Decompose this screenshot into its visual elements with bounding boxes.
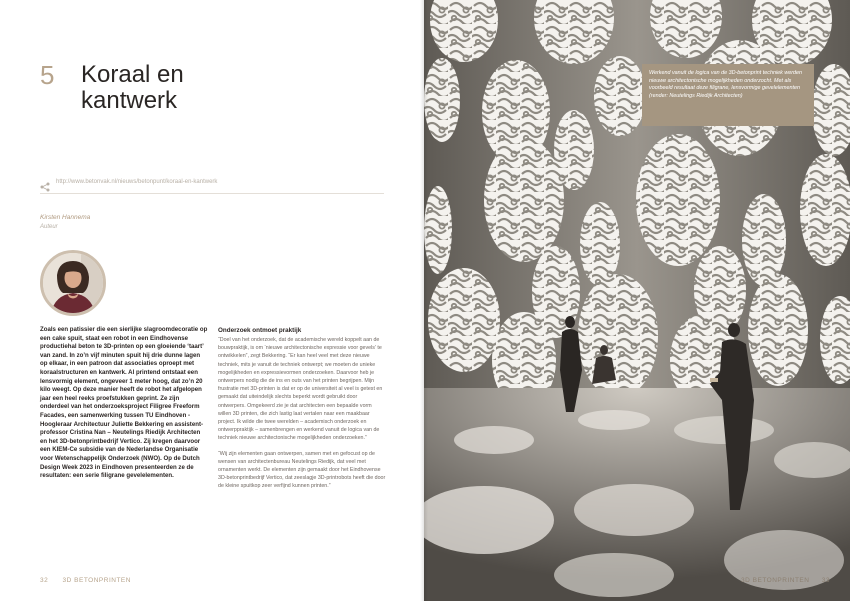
chapter-number: 5 bbox=[40, 60, 55, 90]
footer-left bbox=[40, 577, 131, 584]
intro-column bbox=[40, 326, 208, 481]
section-name: 3D BETONPRINTEN bbox=[741, 577, 810, 584]
share-bar bbox=[40, 178, 384, 192]
divider bbox=[40, 193, 384, 194]
page-number: 32 bbox=[40, 577, 49, 584]
page-gutter bbox=[420, 0, 428, 601]
body-paragraph: “Doel van het onderzoek, dat de academische wereld koppelt aan de bouwpraktijk, is om ‘nieuwe architectonische expressie voor gevels’ te ontwikkelen”, zegt Bekkering. “Er kan heel veel met deze nieuwe techniek, mits je vanuit de techniek ontwerpt; we moeten de unieke mogelijkheden en expressievormen onderzoeken. Daarvoor heb je ontwerpers nodig die de ins en outs van het printen begrijpen. Mijn frustratie met 3D-printen is dat er op de universiteit al veel is getest en gemaakt dat uiteindelijk slechts beperkt wordt gebruikt door ontwerpers. Omgekeerd zie je dat architecten een bepaalde vorm willen 3D printen, die zich lastig laat vertalen naar een maakbaar project. Ik wilde die twee werelden – academisch onderzoek en ontwerppraktijk – samenbrengen en werkend vanuit de logica van de techniek nieuwe architectonische mogelijkheden onderzoeken.” bbox=[218, 337, 383, 442]
author-name: Kirsten Hannema bbox=[40, 214, 91, 221]
page-number: 33 bbox=[821, 577, 830, 584]
author-role: Auteur bbox=[40, 224, 58, 230]
caption-text: Werkend vanuit de logica van de 3D-betonprint techniek werden nieuwe architectonische mogelijkheden onderzocht. Met als voorbeeld resultaat deze filigrane, lensvormige gevelelementen (render: Neutelings Riedijk Architecten) bbox=[649, 70, 803, 99]
avatar bbox=[40, 250, 106, 316]
page-title: Koraal en kantwerk bbox=[81, 61, 184, 114]
share-icon[interactable] bbox=[40, 179, 50, 189]
section-heading: Onderzoek ontmoet praktijk bbox=[218, 327, 302, 334]
author-portrait bbox=[43, 253, 103, 313]
body-paragraph: “Wij zijn elementen gaan ontwerpen, samen met en gefocust op de wensen van architectenbureau Neutelings Riedijk, dat veel met ornamenten werkt. De elementen zijn gemaakt door het Eindhovense 3D-betonprintbedrijf Vertico, dat zeeslagje 3D-printrobots heeft die door de kleine spuitkop zeer verfijnd kunnen printen.” bbox=[218, 450, 386, 490]
section-name: 3D BETONPRINTEN bbox=[62, 577, 131, 584]
right-page bbox=[424, 0, 850, 601]
footer-right bbox=[741, 577, 830, 584]
image-caption bbox=[642, 64, 814, 126]
left-page bbox=[0, 0, 424, 601]
article-link[interactable]: http://www.betonvak.nl/nieuws/betonpunt/koraal-en-kantwerk bbox=[56, 179, 218, 185]
body-column bbox=[218, 326, 386, 491]
intro-text: Zoals een patissier die een sierlijke slagroomdecoratie op een cake spuit, staat een robot in een Eindhovense productiehal beton te 3D-printen op een gloeiende ‘taart’ van zand. In zo’n vijf minuten spuit hij drie dunne lagen op elkaar, in een patroon dat associaties oproept met koraalstructuren en kantwerk. Al printend ontstaat een lensvormig element, ongeveer 1 meter hoog, dat zo’n 20 kilo weegt. Op deze manier heeft de robot het afgelopen jaar een heel reeks proefstukken geprint. Ze zijn onderdeel van het onderzoeksproject Filigree Freeform Facades, een samenwerking tussen TU Eindhoven - Hoogleraar Architectuur Juliette Bekkering en assistent-professor Cristina Nan – Neutelings Riedijk Architecten en het 3D-betonprintbedrijf Vertico. Zij kregen daarvoor een KIEM-Ce subsidie van de Nederlandse Organisatie voor Wetenschappelijk Onderzoek (NWO). Op de Dutch Design Week 2023 in Eindhoven presenteerden ze de resultaten: een serie filigrane gevelelementen. bbox=[40, 326, 208, 480]
